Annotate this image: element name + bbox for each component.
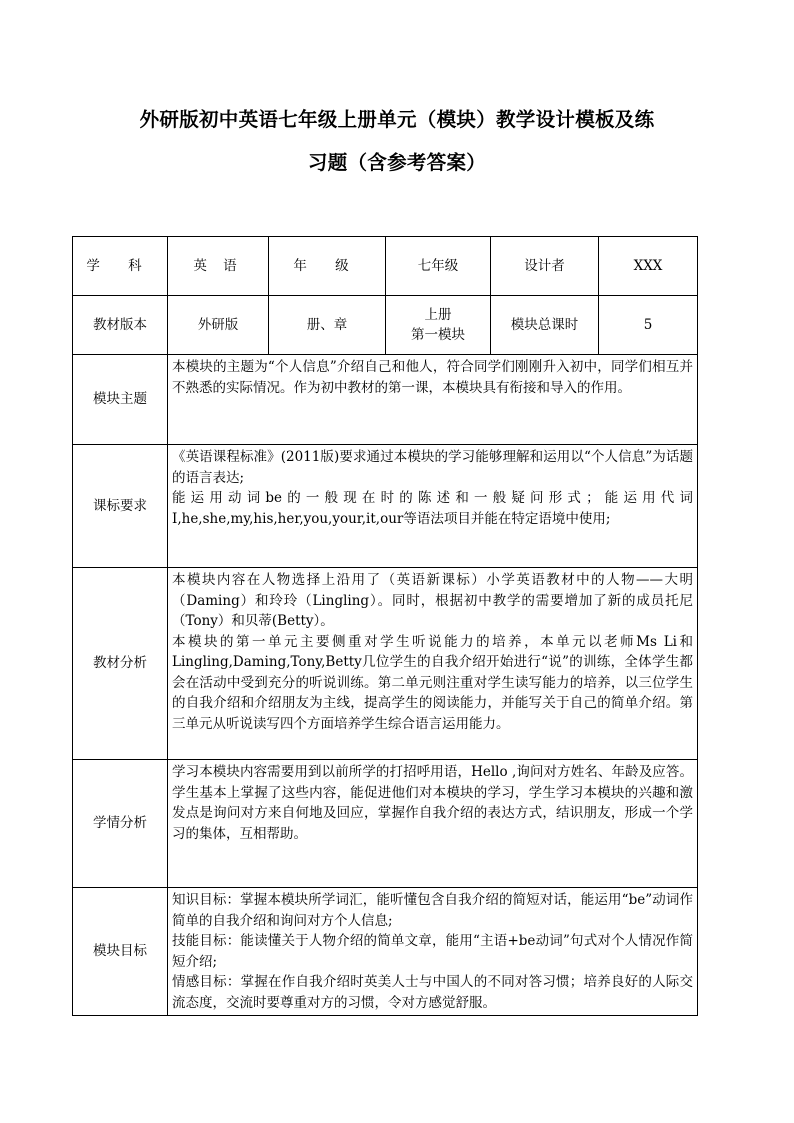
theme-text [168,355,698,445]
table-row-header [73,237,698,296]
document-title-line-2: 习题（含参考答案） [307,151,487,174]
objectives-knowledge: 知识目标：掌握本模块所学词汇，能听懂包含自我介绍的简短对话，能运用“be”动词作简单的自我介绍和询问对方个人信息; [172,892,693,929]
edition-label: 教材版本 [73,296,168,355]
table-row-objectives [73,888,698,1016]
document-title-line-1: 外研版初中英语七年级上册单元（模块）教学设计模板及练 [139,108,655,131]
designer-value: XXX [599,237,698,296]
objectives-affective: 情感目标：掌握在作自我介绍时英美人士与中国人的不同对答习惯；培养良好的人际交流态度，交流时要尊重对方的习惯，令对方感觉舒服。 [172,974,693,1011]
document-title [95,98,699,184]
subject-label: 学 科 [73,237,168,296]
standards-label: 课标要求 [73,445,168,568]
chapter-value-line-1: 上册 [424,306,452,323]
theme-label: 模块主题 [73,355,168,445]
theme-paragraph: 本模块的主题为“个人信息”介绍自己和他人，符合同学们刚刚升入初中，同学们相互并不熟悉的实际情况。作为初中教材的第一课，本模块具有衔接和导入的作用。 [172,359,693,396]
objectives-text [168,888,698,1016]
learner-analysis-label: 学情分析 [73,760,168,888]
designer-label: 设计者 [491,237,599,296]
chapter-value-line-2: 第一模块 [411,327,465,343]
chapter-label: 册、章 [269,296,386,355]
table-row-edition [73,296,698,355]
total-hours-label: 模块总课时 [491,296,599,355]
grade-value: 七年级 [386,237,491,296]
lesson-plan-table [72,236,698,1016]
learner-analysis-paragraph: 学习本模块内容需要用到以前所学的打招呼用语，Hello ,询问对方姓名、年龄及应答。学生基本上掌握了这些内容，能促进他们对本模块的学习，学生学习本模块的兴趣和激发点是询问对方来自何地及回应，掌握作自我介绍的表达方式，结识朋友，形成一个学习的集体，互相帮助。 [172,764,693,842]
edition-value: 外研版 [168,296,269,355]
chapter-value [386,296,491,355]
standards-paragraph-1: 《英语课程标准》(2011版)要求通过本模块的学习能够理解和运用以“个人信息”为话题的语言表达; [172,449,693,486]
grade-label: 年 级 [269,237,386,296]
table-row-standards [73,445,698,568]
material-analysis-paragraph-2: 本模块的第一单元主要侧重对学生听说能力的培养，本单元以老师Ms Li和Lingling,Daming,Tony,Betty几位学生的自我介绍开始进行“说”的训练，全体学生都会在活动中受到充分的听说训练。第二单元则注重对学生读写能力的培养，以三位学生的自我介绍和介绍朋友为主线，提高学生的阅读能力，并能写关于自己的简单介绍。第三单元从听说读写四个方面培养学生综合语言运用能力。 [172,633,693,732]
material-analysis-text [168,568,698,760]
standards-paragraph-2: 能运用动词be的一般现在时的陈述和一般疑问形式；能运用代词I,he,she,my,his,her,you,your,it,our等语法项目并能在特定语境中使用; [172,490,693,527]
material-analysis-paragraph-1: 本模块内容在人物选择上沿用了（英语新课标）小学英语教材中的人物——大明（Daming）和玲玲（Lingling）。同时，根据初中教学的需要增加了新的成员托尼（Tony）和贝蒂(Betty）。 [172,572,693,629]
standards-text [168,445,698,568]
objectives-label: 模块目标 [73,888,168,1016]
objectives-skills: 技能目标：能读懂关于人物介绍的简单文章，能用“主语+be动词”句式对个人情况作简短介绍; [172,933,693,970]
table-row-theme [73,355,698,445]
table-row-material-analysis [73,568,698,760]
material-analysis-label: 教材分析 [73,568,168,760]
total-hours-value: 5 [599,296,698,355]
table-row-learner-analysis [73,760,698,888]
subject-value: 英 语 [168,237,269,296]
learner-analysis-text [168,760,698,888]
